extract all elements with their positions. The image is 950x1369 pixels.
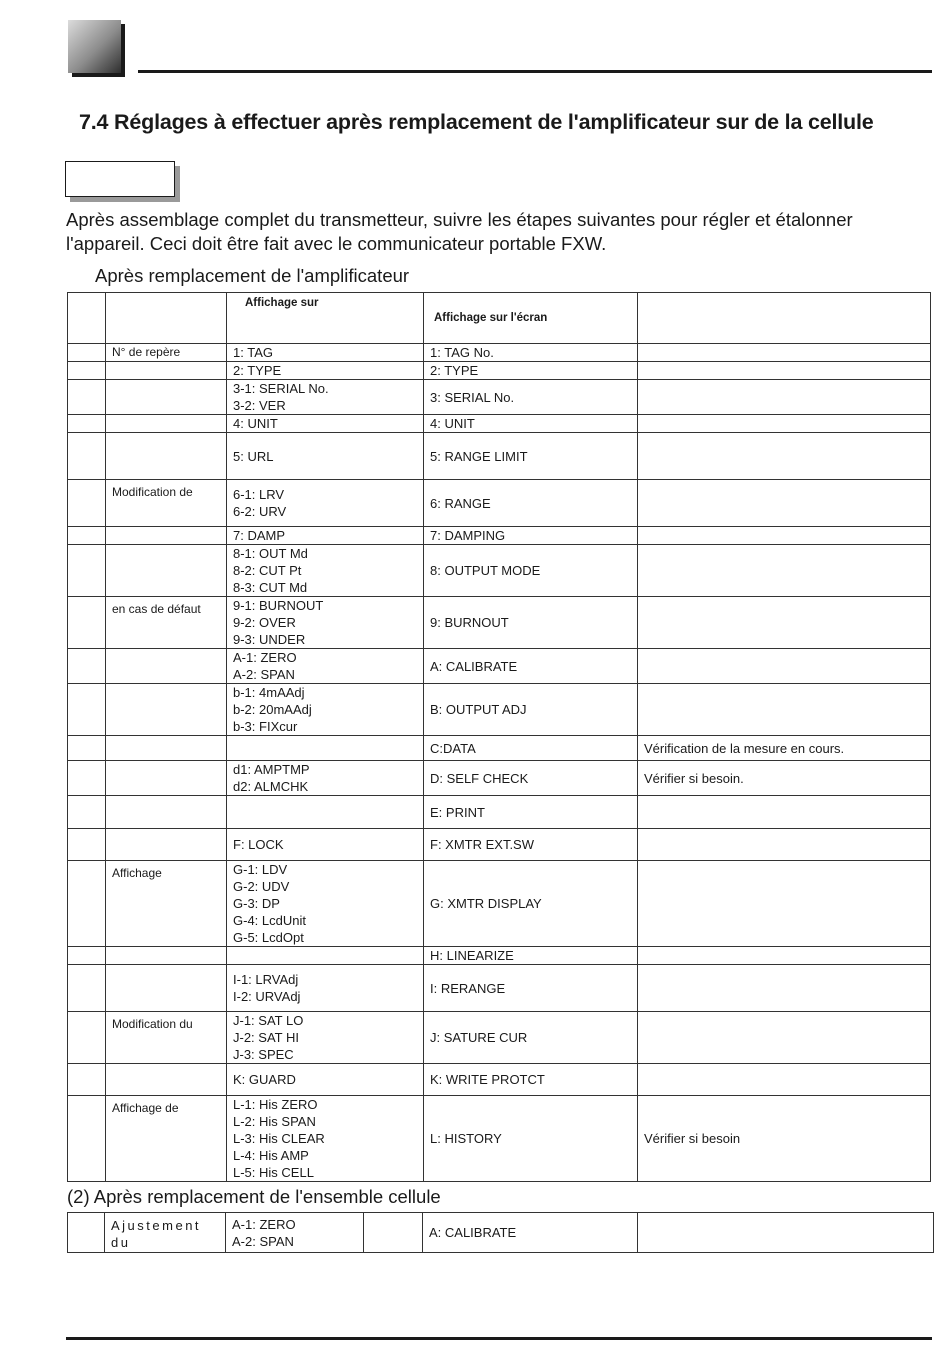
item-cell [106, 415, 227, 433]
item-cell [106, 545, 227, 597]
screen-cell: 2: TYPE [424, 362, 638, 380]
menu-cell: 7: DAMP [227, 527, 424, 545]
index-cell [68, 796, 106, 829]
amplifier-settings-table [67, 292, 931, 1182]
menu-cell: 2: TYPE [227, 362, 424, 380]
table-row [68, 947, 931, 965]
table-row [68, 684, 931, 736]
table-row [68, 1213, 934, 1253]
item-cell: Affichage [106, 861, 227, 947]
menu-cell: J-1: SAT LO J-2: SAT HI J-3: SPEC [227, 1012, 424, 1064]
screen-cell: 7: DAMPING [424, 527, 638, 545]
menu-cell: 6-1: LRV 6-2: URV [227, 480, 424, 527]
header-cell-empty [68, 293, 106, 344]
item-cell: Modification de [106, 480, 227, 527]
menu-cell [227, 796, 424, 829]
table-row [68, 1064, 931, 1096]
screen-cell: 8: OUTPUT MODE [424, 545, 638, 597]
menu-cell: F: LOCK [227, 829, 424, 861]
item-cell: Affichage de [106, 1096, 227, 1182]
note-label-box [65, 161, 175, 197]
header-cell-empty [638, 293, 931, 344]
item-cell: N° de repère [106, 344, 227, 362]
remark-cell [638, 1012, 931, 1064]
menu-cell: d1: AMPTMP d2: ALMCHK [227, 761, 424, 796]
screen-cell: E: PRINT [424, 796, 638, 829]
table-row [68, 362, 931, 380]
remark-cell [638, 684, 931, 736]
menu-cell [227, 736, 424, 761]
item-cell [106, 362, 227, 380]
menu-cell: G-1: LDV G-2: UDV G-3: DP G-4: LcdUnit G-5: LcdOpt [227, 861, 424, 947]
index-cell [68, 684, 106, 736]
index-cell [68, 1012, 106, 1064]
item-cell [106, 527, 227, 545]
remark-cell: Vérifier si besoin [638, 1096, 931, 1182]
table-cell [68, 1213, 105, 1253]
remark-cell [638, 380, 931, 415]
table-header-row [68, 293, 931, 344]
table-row [68, 761, 931, 796]
item-cell [106, 761, 227, 796]
index-cell [68, 362, 106, 380]
table-row [68, 415, 931, 433]
item-cell [106, 684, 227, 736]
remark-cell [638, 597, 931, 649]
screen-cell: D: SELF CHECK [424, 761, 638, 796]
menu-cell: A-1: ZERO A-2: SPAN [227, 649, 424, 684]
remark-cell [638, 415, 931, 433]
index-cell [68, 344, 106, 362]
index-cell [68, 649, 106, 684]
table-row [68, 736, 931, 761]
corner-marker [68, 20, 121, 73]
index-cell [68, 829, 106, 861]
screen-cell: C:DATA [424, 736, 638, 761]
index-cell [68, 597, 106, 649]
item-cell [106, 947, 227, 965]
remark-cell [638, 527, 931, 545]
remark-cell [638, 649, 931, 684]
table-row [68, 597, 931, 649]
index-cell [68, 380, 106, 415]
section-title: 7.4 Réglages à effectuer après remplacement de l'amplificateur sur de la cellule [79, 110, 874, 134]
screen-cell: 9: BURNOUT [424, 597, 638, 649]
index-cell [68, 545, 106, 597]
table-row [68, 796, 931, 829]
subsection-title-cell: (2) Après remplacement de l'ensemble cellule [67, 1186, 441, 1207]
index-cell [68, 1096, 106, 1182]
menu-cell: b-1: 4mAAdj b-2: 20mAAdj b-3: FIXcur [227, 684, 424, 736]
screen-cell: A: CALIBRATE [424, 649, 638, 684]
screen-cell: H: LINEARIZE [424, 947, 638, 965]
remark-cell [638, 433, 931, 480]
item-cell [106, 649, 227, 684]
table-row [68, 527, 931, 545]
index-cell [68, 433, 106, 480]
index-cell [68, 480, 106, 527]
remark-cell [638, 965, 931, 1012]
table-row [68, 965, 931, 1012]
footer-rule [66, 1337, 932, 1340]
remark-cell [638, 1064, 931, 1096]
item-cell: en cas de défaut [106, 597, 227, 649]
screen-cell: 4: UNIT [424, 415, 638, 433]
screen-cell: 6: RANGE [424, 480, 638, 527]
index-cell [68, 1064, 106, 1096]
table-row [68, 344, 931, 362]
item-cell [106, 965, 227, 1012]
item-cell [106, 829, 227, 861]
screen-cell: 1: TAG No. [424, 344, 638, 362]
header-screen-display: Affichage sur l'écran [424, 293, 638, 344]
table-row [68, 829, 931, 861]
remark-cell [638, 480, 931, 527]
index-cell [68, 527, 106, 545]
subsection-title-amplifier: Après remplacement de l'amplificateur [95, 265, 410, 286]
index-cell [68, 861, 106, 947]
table-row [68, 1096, 931, 1182]
menu-line: A-2: SPAN [232, 1233, 294, 1249]
header-rule [138, 70, 932, 73]
remark-cell [638, 545, 931, 597]
screen-cell: I: RERANGE [424, 965, 638, 1012]
menu-cell [226, 1213, 364, 1253]
remark-cell: Vérifier si besoin. [638, 761, 931, 796]
menu-cell: 9-1: BURNOUT 9-2: OVER 9-3: UNDER [227, 597, 424, 649]
screen-cell: K: WRITE PROTCT [424, 1064, 638, 1096]
item-cell [106, 433, 227, 480]
menu-cell: K: GUARD [227, 1064, 424, 1096]
table-cell [364, 1213, 423, 1253]
cell-settings-table [67, 1212, 934, 1253]
screen-cell: A: CALIBRATE [423, 1213, 638, 1253]
screen-cell: 3: SERIAL No. [424, 380, 638, 415]
table-row [68, 545, 931, 597]
menu-cell: I-1: LRVAdj I-2: URVAdj [227, 965, 424, 1012]
remark-cell [638, 947, 931, 965]
index-cell [68, 415, 106, 433]
table-row [68, 433, 931, 480]
item-cell: Ajustement du [105, 1213, 226, 1253]
item-cell [106, 380, 227, 415]
item-cell [106, 796, 227, 829]
remark-cell [638, 362, 931, 380]
table-row [68, 649, 931, 684]
table-row [68, 380, 931, 415]
remark-cell [638, 1213, 934, 1253]
remark-cell [638, 861, 931, 947]
index-cell [68, 736, 106, 761]
screen-cell: B: OUTPUT ADJ [424, 684, 638, 736]
screen-cell: L: HISTORY [424, 1096, 638, 1182]
menu-cell: L-1: His ZERO L-2: His SPAN L-3: His CLEAR L-4: His AMP L-5: His CELL [227, 1096, 424, 1182]
intro-paragraph: Après assemblage complet du transmetteur, suivre les étapes suivantes pour régler et étalonner l'appareil. Ceci doit être fait avec le communicateur portable FXW. [66, 209, 853, 254]
index-cell [68, 761, 106, 796]
screen-cell: 5: RANGE LIMIT [424, 433, 638, 480]
menu-cell: 4: UNIT [227, 415, 424, 433]
index-cell [68, 947, 106, 965]
remark-cell: Vérification de la mesure en cours. [638, 736, 931, 761]
screen-cell: J: SATURE CUR [424, 1012, 638, 1064]
screen-cell: F: XMTR EXT.SW [424, 829, 638, 861]
menu-cell: 8-1: OUT Md 8-2: CUT Pt 8-3: CUT Md [227, 545, 424, 597]
menu-cell: 3-1: SERIAL No. 3-2: VER [227, 380, 424, 415]
index-cell [68, 965, 106, 1012]
menu-cell: 1: TAG [227, 344, 424, 362]
remark-cell [638, 344, 931, 362]
item-cell: Modification du [106, 1012, 227, 1064]
remark-cell [638, 829, 931, 861]
item-cell [106, 736, 227, 761]
header-cell-empty [106, 293, 227, 344]
table-row [68, 1012, 931, 1064]
table-row [68, 480, 931, 527]
table-row [68, 861, 931, 947]
header-display-on: Affichage sur [227, 293, 424, 344]
item-cell [106, 1064, 227, 1096]
menu-cell [227, 947, 424, 965]
screen-cell: G: XMTR DISPLAY [424, 861, 638, 947]
menu-line: A-1: ZERO [232, 1216, 296, 1232]
menu-cell: 5: URL [227, 433, 424, 480]
remark-cell [638, 796, 931, 829]
